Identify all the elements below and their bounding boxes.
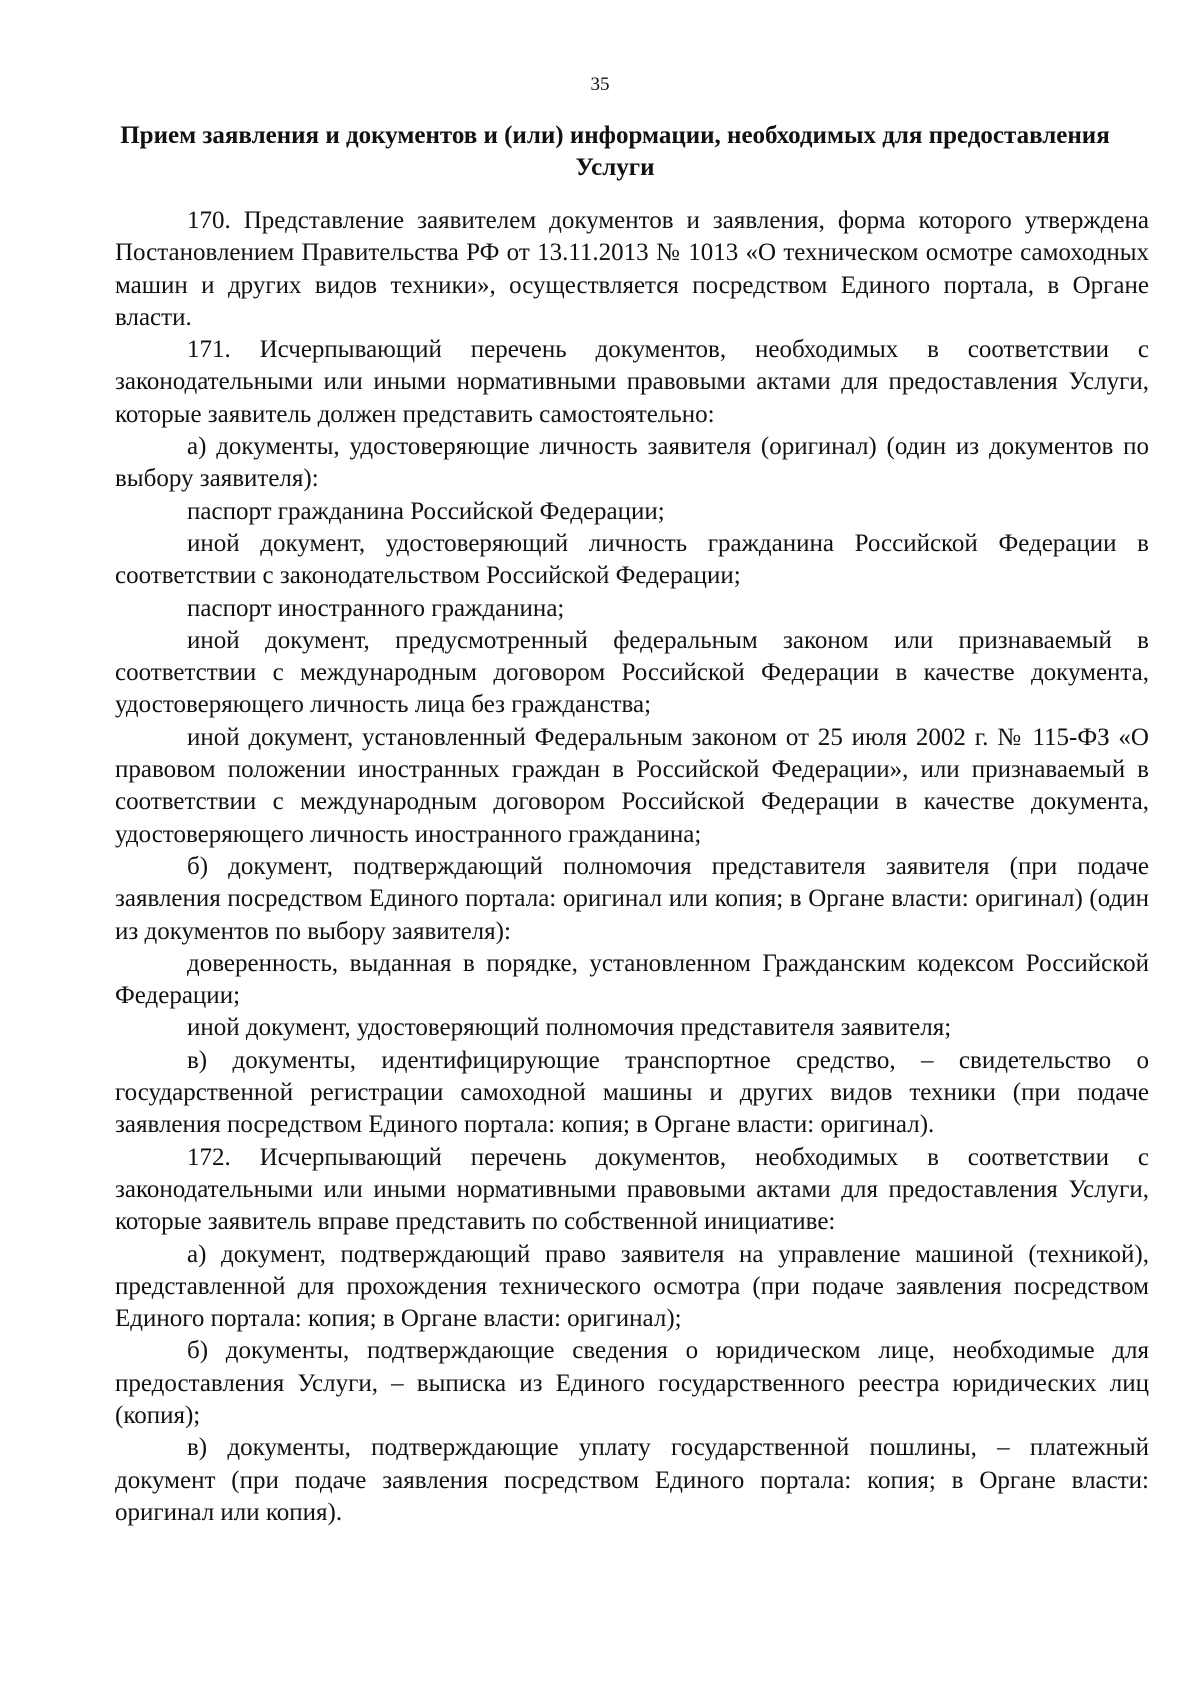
list-item-stateless-id: иной документ, предусмотренный федеральным законом или признаваемый в соответствии с международным договором Российской Федерации в качестве документа, удостоверяющего личность лица без гражданства; (115, 626, 1149, 719)
page-number: 35 (590, 74, 610, 95)
list-item-foreign-id: иной документ, установленный Федеральным законом от 25 июля 2002 г. № 115-ФЗ «О правовом положении иностранных граждан в Российской Федерации», или признаваемый в соответствии с международным договором Российской Федерации в качестве документа, удостоверяющего личность иностранного гражданина; (115, 723, 1149, 848)
list-item-171-a: а) документы, удостоверяющие личность заявителя (оригинал) (один из документов по выбору заявителя): (115, 433, 1149, 493)
paragraph-171: 171. Исчерпывающий перечень документов, необходимых в соответствии с законодательными или иными нормативными правовыми актами для предоставления Услуги, которые заявитель должен представить самостоятельно: (115, 336, 1149, 428)
list-item-171-v: в) документы, идентифицирующие транспортное средство, – свидетельство о государственной регистрации самоходной машины и других видов техники (при подаче заявления посредством Единого портала: копия; в Органе власти: оригинал). (115, 1046, 1149, 1139)
document-body (115, 205, 1149, 1529)
list-item-171-b: б) документ, подтверждающий полномочия представителя заявителя (при подаче заявления посредством Единого портала: оригинал или копия; в Органе власти: оригинал) (один из документов по выбору заявителя): (115, 852, 1149, 945)
list-item-power-of-attorney: доверенность, выданная в порядке, установленном Гражданским кодексом Российской Федерации; (115, 949, 1149, 1010)
list-item-foreign-passport: паспорт иностранного гражданина; (187, 594, 565, 622)
list-item-172-a: а) документ, подтверждающий право заявителя на управление машиной (техникой), представленной для прохождения технического осмотра (при подаче заявления посредством Единого портала: копия; в Органе власти: оригинал); (115, 1240, 1149, 1333)
list-item-passport-rf: паспорт гражданина Российской Федерации; (187, 497, 665, 525)
section-heading: Прием заявления и документов и (или) информации, необходимых для предоставления Услуги (120, 122, 1110, 181)
list-item-172-v: в) документы, подтверждающие уплату государственной пошлины, – платежный документ (при подаче заявления посредством Единого портала: копия; в Органе власти: оригинал или копия). (115, 1434, 1149, 1526)
paragraph-172: 172. Исчерпывающий перечень документов, необходимых в соответствии с законодательными или иными нормативными правовыми актами для предоставления Услуги, которые заявитель вправе представить по собственной инициативе: (115, 1143, 1149, 1236)
list-item-other-id-rf: иной документ, удостоверяющий личность гражданина Российской Федерации в соответствии с законодательством Российской Федерации; (115, 529, 1149, 590)
list-item-172-b: б) документы, подтверждающие сведения о юридическом лице, необходимые для предоставления Услуги, – выписка из Единого государственного реестра юридических лиц (копия); (115, 1337, 1149, 1429)
paragraph-170: 170. Представление заявителем документов и заявления, форма которого утверждена Постановлением Правительства РФ от 13.11.2013 № 1013 «О техническом осмотре самоходных машин и других видов техники», осуществляется посредством Единого портала, в Органе власти. (115, 207, 1149, 331)
list-item-other-authority-doc: иной документ, удостоверяющий полномочия представителя заявителя; (187, 1014, 952, 1042)
